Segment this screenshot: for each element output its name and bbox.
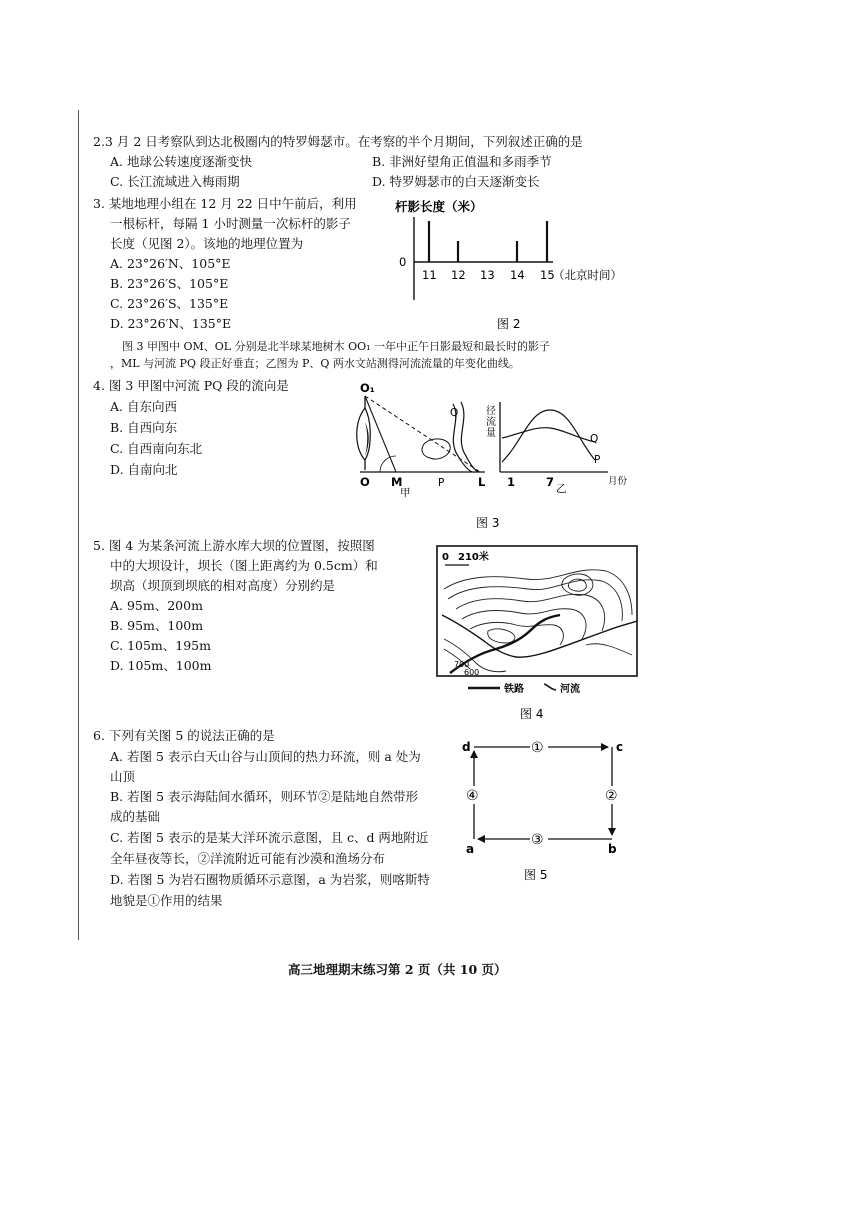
q2-option-c: C. 长江流域进入梅雨期 bbox=[110, 174, 240, 189]
fig3-ylabel-char-2: 流 bbox=[486, 417, 496, 428]
fig2-tick-15: 15 bbox=[540, 268, 555, 282]
q6-line-8: 地貌是①作用的结果 bbox=[110, 893, 223, 908]
fig3-x-7: 7 bbox=[546, 475, 555, 489]
q4-option-b: B. 自西向东 bbox=[110, 420, 178, 435]
scale-zero: 0 bbox=[442, 552, 449, 563]
fig2-tick-14: 14 bbox=[510, 268, 525, 282]
fig5-label-3: ③ bbox=[531, 832, 544, 848]
fig5-point-c: c bbox=[616, 740, 624, 754]
q5-option-d: D. 105m、100m bbox=[110, 658, 212, 673]
q3-stem-line-1: 3. 某地地理小组在 12 月 22 日中午前后，利用 bbox=[93, 196, 357, 211]
fig5-point-a: a bbox=[466, 842, 475, 856]
fig3-series-p-label: P bbox=[594, 454, 601, 466]
q5-stem-line-2: 中的大坝设计，坝长（图上距离约为 0.5cm）和 bbox=[110, 558, 378, 573]
q2-option-a: A. 地球公转速度逐渐变快 bbox=[110, 154, 252, 169]
fig4-caption: 图 4 bbox=[520, 707, 544, 721]
fig5-label-1: ① bbox=[531, 740, 544, 756]
page-footer: 高三地理期末练习第 2 页（共 10 页） bbox=[288, 962, 507, 977]
fig3-ylabel bbox=[486, 405, 499, 439]
fig3-ylabel-char-1: 径 bbox=[486, 406, 496, 417]
fig2-axis-unit: （北京时间） bbox=[553, 268, 622, 282]
q3-option-d: D. 23°26′N、135°E bbox=[110, 316, 232, 331]
q4-stem: 4. 图 3 甲图中河流 PQ 段的流向是 bbox=[93, 378, 289, 393]
legend-rail-label: 铁路 bbox=[504, 684, 524, 695]
angle-arc bbox=[380, 456, 396, 472]
fig2-caption: 图 2 bbox=[497, 317, 521, 331]
fig2-tick-13: 13 bbox=[480, 268, 495, 282]
fig2-tick-12: 12 bbox=[451, 268, 466, 282]
q6-line-7: D. 若图 5 为岩石圈物质循环示意图，a 为岩浆，则喀斯特 bbox=[110, 872, 430, 887]
fig3-ylabel-char-3: 量 bbox=[486, 428, 496, 439]
legend-river-symbol bbox=[544, 684, 556, 690]
figure-4 bbox=[436, 545, 646, 725]
figure-3 bbox=[350, 380, 655, 535]
q3-option-b: B. 23°26′S、105°E bbox=[110, 276, 229, 291]
q4-option-d: D. 自南向北 bbox=[110, 462, 178, 477]
fig3-label-o: O bbox=[360, 475, 370, 489]
fig3-xunit: 月份 bbox=[608, 476, 628, 487]
contour-label-600: 600 bbox=[464, 668, 480, 677]
fig3-label-p: P bbox=[438, 477, 445, 489]
fig3-desc-line-2: ，ML 与河流 PQ 段正好垂直；乙图为 P、Q 两水文站测得河流流量的年变化曲线。 bbox=[110, 357, 520, 370]
fig3-caption: 图 3 bbox=[476, 516, 500, 530]
scan-margin-line bbox=[78, 110, 79, 940]
contour-label-700: 700 bbox=[454, 660, 470, 669]
q2-option-b: B. 非洲好望角正值温和多雨季节 bbox=[372, 154, 552, 169]
q5-option-b: B. 95m、100m bbox=[110, 618, 204, 633]
legend-river-label: 河流 bbox=[560, 684, 580, 695]
figure-2 bbox=[375, 195, 635, 335]
fig5-label-2: ② bbox=[605, 788, 618, 804]
fig3-series-q-label: Q bbox=[590, 433, 599, 445]
river-bank-right bbox=[461, 402, 478, 472]
q2-stem: 2.3 月 2 日考察队到达北极圈内的特罗姆瑟市。在考察的半个月期间，下列叙述正确的是 bbox=[93, 134, 583, 149]
q6-line-4: 成的基础 bbox=[110, 809, 161, 824]
island-outline bbox=[422, 439, 450, 459]
q3-stem-line-2: 一根标杆，每隔 1 小时测量一次标杆的影子 bbox=[110, 216, 351, 231]
fig3-desc-line-1: 图 3 甲图中 OM、OL 分别是北半球某地树木 OO₁ 一年中正午日影最短和最长时的影子 bbox=[122, 340, 551, 353]
fig2-title: 杆影长度（米） bbox=[395, 199, 483, 214]
fig3-label-jia: 甲 bbox=[400, 487, 411, 499]
fig5-point-b: b bbox=[608, 842, 617, 856]
fig2-tick-11: 11 bbox=[422, 268, 437, 282]
q4-option-c: C. 自西南向东北 bbox=[110, 441, 203, 456]
fig5-point-d: d bbox=[462, 740, 471, 754]
fig5-caption: 图 5 bbox=[524, 868, 548, 882]
q2-option-d: D. 特罗姆瑟市的白天逐渐变长 bbox=[372, 174, 540, 189]
q6-line-2: 山顶 bbox=[110, 769, 136, 784]
scale-label: 210米 bbox=[458, 552, 489, 563]
fig3-x-1: 1 bbox=[507, 475, 516, 489]
fig2-zero: 0 bbox=[399, 255, 407, 269]
fig3-label-o1: O₁ bbox=[360, 381, 375, 395]
q3-stem-line-3: 长度（见图 2）。该地的地理位置为 bbox=[110, 236, 304, 251]
q4-option-a: A. 自东向西 bbox=[110, 399, 177, 414]
figure-5 bbox=[458, 735, 638, 885]
series-p-curve bbox=[502, 410, 595, 462]
q6-line-5: C. 若图 5 表示的是某大洋环流示意图，且 c、d 两地附近 bbox=[110, 830, 429, 845]
fig3-label-yi: 乙 bbox=[556, 483, 567, 495]
q6-stem: 6. 下列有关图 5 的说法正确的是 bbox=[93, 728, 275, 743]
q5-stem-line-3: 坝高（坝顶到坝底的相对高度）分别约是 bbox=[110, 578, 336, 593]
q3-option-a: A. 23°26′N、105°E bbox=[110, 256, 231, 271]
fig3-label-q: Q bbox=[450, 407, 459, 419]
q5-option-c: C. 105m、195m bbox=[110, 638, 211, 653]
fig3-label-l: L bbox=[478, 475, 486, 489]
q5-stem-line-1: 5. 图 4 为某条河流上游水库大坝的位置图，按照图 bbox=[93, 538, 375, 553]
q6-line-3: B. 若图 5 表示海陆间水循环，则环节②是陆地自然带形 bbox=[110, 789, 419, 804]
q3-option-c: C. 23°26′S、135°E bbox=[110, 296, 229, 311]
fig5-label-4: ④ bbox=[466, 788, 479, 804]
q6-line-1: A. 若图 5 表示白天山谷与山顶间的热力环流，则 a 处为 bbox=[110, 749, 421, 764]
fig3-label-m: M bbox=[391, 475, 403, 489]
q6-line-6: 全年昼夜等长，②洋流附近可能有沙漠和渔场分布 bbox=[110, 851, 386, 866]
q5-option-a: A. 95m、200m bbox=[110, 598, 203, 613]
